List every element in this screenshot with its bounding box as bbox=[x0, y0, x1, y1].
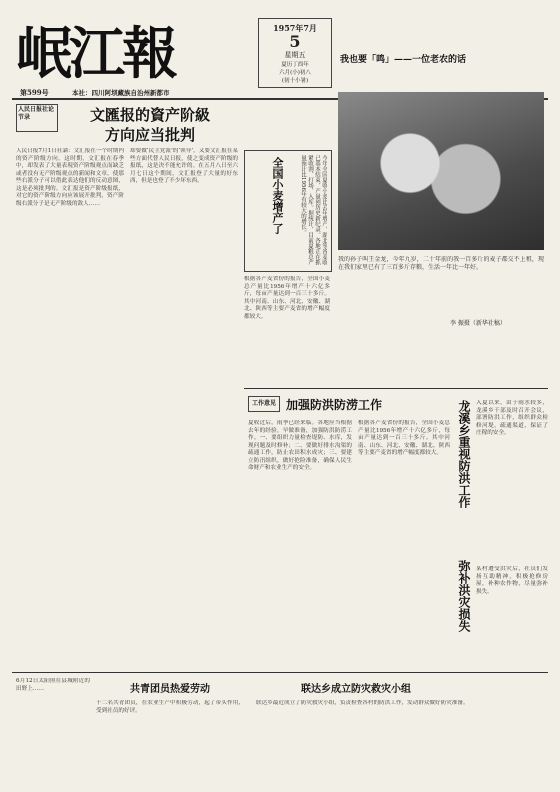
photo-caption: 我的孙子叫王金龙，今年九岁，二十年前的我一百多斤的麦子都交不上租，现在我们家里已有了三百多斤存粮，生活一年比一年好。 bbox=[338, 256, 544, 271]
lead-body-col-2: 却要做‘民主党派’的‘领导’，又要文汇报在某些方面代替人民日报，使之变成资产阶级的报纸，这是决不能允许的。在五月八日至六月七日这个期间，文汇报登了大量的好东西，但是也登了不少坏东西。 bbox=[130, 148, 238, 184]
masthead-title: 岷江報 bbox=[16, 21, 175, 87]
publisher-line: 本社：四川阿坝藏族自治州新都市 bbox=[72, 89, 170, 97]
flood-body-col-1: 夏收过后，雨季已经来临。各地应当根据去年的经验，早做准备，加强防洪防涝工作。一、要组织力量检查堤防、水库，发现问题及时修补；二、要做好排水沟渠的疏通工作，防止农田积水成灾；三、要建立防汛组织，做好抢险准备，确保人民生命财产和农业生产的安全。 bbox=[248, 420, 352, 471]
bottom-left-story: 6月12日太阳照在县城附近的田野上…… bbox=[16, 678, 90, 692]
bottom-center-headline: 共青团员热爱劳动 bbox=[130, 684, 210, 695]
date-year-month: 1957年7月 bbox=[273, 23, 317, 33]
side-story-1-body: 入夏以来，由于雨水较多，龙溪乡干部及时召开会议，部署防洪工作，组织群众检修河堤，疏通渠道，保证了庄稼的安全。 bbox=[476, 400, 548, 436]
lead-body-col-1: 人民日报7月1日社論：文汇报在一个时期内的资产阶级方向。这时期，文汇报在春季中，却发表了大量表現资产阶级观点而缺乏或者没有无产阶级观点的新闻和文章，使那些右派分子可以借此表达他们的反动意图，这是必须批判的。文汇报是资产阶级报纸，对它的资产阶级方向应该展开批判，资产阶级右派分子是无产阶级的敌人…… bbox=[16, 148, 124, 207]
lead-headline-2: 方向应当批判 bbox=[104, 126, 195, 144]
side-story-2-headline: 弥补洪灾损失 bbox=[457, 560, 471, 632]
top-right-headline: 我也要「鸣」——一位老农的话 bbox=[340, 55, 467, 65]
farmer-photo bbox=[338, 92, 544, 250]
date-day: 5 bbox=[289, 32, 301, 51]
date-lunar-1: 夏历丁酉年 bbox=[281, 62, 309, 68]
wheat-body: 根据各产麦省份的报告，全国小麦总产量比1956年增产十六亿多斤，每亩产量达到一百三十多斤。其中河南、山东、河北、安徽、湖北、陕西等主要产麦省的增产幅度都较大。 bbox=[244, 276, 330, 320]
bottom-right-headline: 联达乡成立防灾救灾小组 bbox=[301, 684, 411, 695]
date-weekday: 星期五 bbox=[284, 51, 306, 59]
flood-headline: 加强防洪防涝工作 bbox=[286, 398, 383, 412]
issue-number: 第599号 bbox=[20, 88, 49, 97]
bottom-rule bbox=[12, 672, 548, 673]
side-story-1-headline: 龙溪乡重视防洪工作 bbox=[457, 400, 471, 508]
wheat-box bbox=[244, 150, 332, 272]
lead-badge: 人民日报社论节录 bbox=[16, 104, 58, 132]
lead-headline-1: 文匯报的資产阶級 bbox=[89, 106, 210, 124]
side-story-2-body: 某村遭受洪灾后，社员们发扬互助精神，积极抢修房屋，补种农作物，尽量弥补损失。 bbox=[476, 566, 548, 595]
section-rule bbox=[244, 388, 548, 389]
photo-credit: 李 振摄（新华社稿） bbox=[450, 320, 506, 327]
wheat-box-text: 今年全国夏收小麦比去年增产，湖北等省麦收已基本结束，产量创历史新纪录。各地正在抓紧收割、打场、入库。据统计，目前夏粮总产量预计比1956年有较大的增长。 bbox=[300, 155, 327, 265]
dateline-box bbox=[258, 18, 332, 88]
bottom-center-body: 十二名共青团员，在农业生产中积极劳动，起了带头作用，受到社员的好评。 bbox=[96, 700, 244, 714]
section-tag: 工作意见 bbox=[248, 396, 280, 412]
wheat-box-title: 全国小麦增产了 bbox=[271, 157, 284, 234]
flood-body-col-2: 根据各产麦省份的报告，全国小麦总产量比1956年增产十六亿多斤，每亩产量达到一百三十多斤。其中河南、山东、河北、安徽、湖北、陕西等主要产麦省的增产幅度都较大。 bbox=[358, 420, 450, 456]
date-lunar-3: (初十小暑) bbox=[281, 78, 309, 84]
bottom-right-body: 联达乡最近成立了防灾救灾小组，负责检查各村的防洪工作，发动群众做好防灾准备。 bbox=[256, 700, 469, 706]
date-lunar-2: 六月(小)初八 bbox=[279, 70, 311, 76]
